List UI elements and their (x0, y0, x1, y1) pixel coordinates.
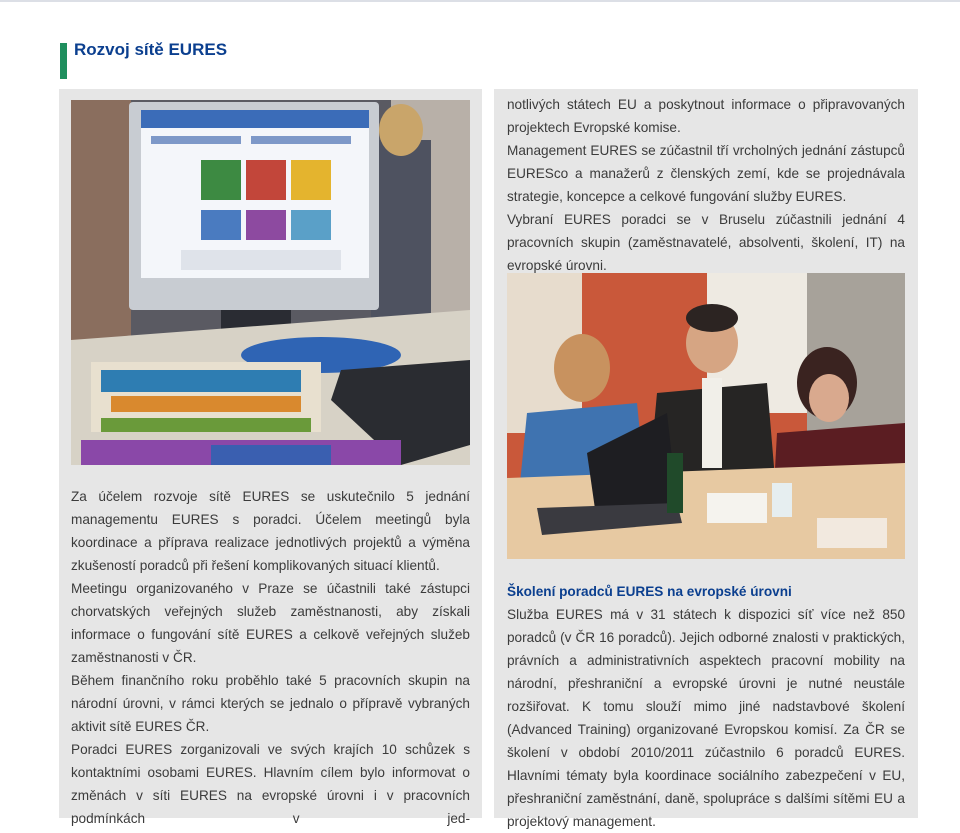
paragraph: Poradci EURES zorganizovali ve svých krajích 10 schůzek s kontaktními osobami EURES. Hlavním cílem bylo informovat o změnách v síti EURES na evropské úrovni i v pracovních podmínkách v jed- (71, 742, 470, 826)
paragraph: Během finančního roku proběhlo také 5 pracovních skupin na národní úrovni, v rámci kterých se jednalo o přípravě vybraných aktivit sítě EURES ČR. (71, 673, 470, 734)
right-column-bottom-text (507, 580, 905, 833)
paragraph: Za účelem rozvoje sítě EURES se uskutečnilo 5 jednání managementu EURES s poradci. Účelem meetingů byla koordinace a příprava realizace jednotlivých projektů a výměna zkušeností poradců při řešení komplikovaných situací klientů. (71, 489, 470, 573)
meeting-photo (507, 273, 905, 559)
paragraph: Meetingu organizovaného v Praze se účastnili také zástupci chorvatských veřejných služeb zaměstnanosti, aby získali informace o fungování sítě EURES a celkově veřejných služeb zaměstnanosti v ČR. (71, 581, 470, 665)
paragraph: notlivých státech EU a poskytnout informace o připravovaných projektech Evropské komise. (507, 97, 905, 135)
paragraph: Management EURES se zúčastnil tří vrcholných jednání zástupců EURESco a manažerů z členských zemí, kde se projednávala strategie, koncepce a celkové fungování služby EURES. (507, 143, 905, 204)
section-subheading: Školení poradců EURES na evropské úrovni (507, 584, 792, 599)
paragraph: Vybraní EURES poradci se v Bruselu zúčastnili jednání 4 pracovních skupin (zaměstnavatelé, absolventi, školení, IT) na evropské úrovni. (507, 212, 905, 273)
computer-monitor-photo (71, 100, 470, 465)
page-title: Rozvoj sítě EURES (74, 40, 228, 59)
heading-accent-bar (60, 43, 67, 79)
paragraph: Služba EURES má v 31 státech k dispozici síť více než 850 poradců (v ČR 16 poradců). Jejich odborné znalosti v praktických, právních a administrativních aspektech pracovní mobility na národní, přeshraniční a evropské úrovni je nutné neustále rozšiřovat. K tomu slouží mimo jiné nadstavbové školení (Advanced Training) organizované Evropskou komisí. Za ČR se školení v období 2010/2011 zúčastnilo 6 poradců EURES. Hlavními tématy byla koordinace sociálního zabezpečení v EU, přeshraniční zaměstnání, daně, spolupráce s dalšími sítěmi EU a projektový management. (507, 607, 905, 829)
top-rule (0, 0, 960, 2)
left-column-text (71, 485, 470, 830)
right-column-top-text (507, 93, 905, 277)
